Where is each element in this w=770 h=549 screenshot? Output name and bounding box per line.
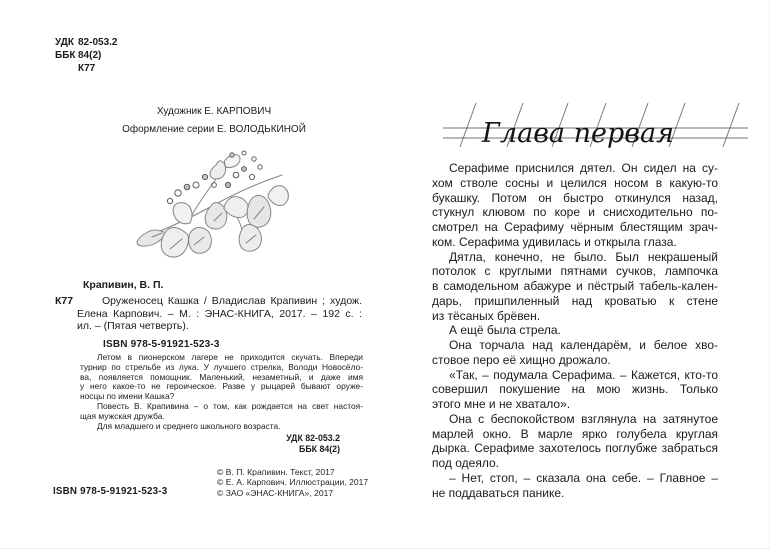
text-line: под одеяло. — [432, 456, 499, 470]
text-line: – Нет, стоп, – сказала она себе. – Главное – — [449, 470, 718, 485]
udk-top-line — [55, 36, 117, 49]
text-line: Художник Е. КАРПОВИЧ — [156, 106, 272, 117]
text-line: у него какое-то не героическое. Разве у рыцарей бывают оруже- — [80, 381, 363, 392]
text-line: Елена Карпович. – М. : ЭНАС-КНИГА, 2017. – 192 с. : — [77, 307, 362, 320]
text-line: Серафиме приснился дятел. Он сидел на су- — [449, 161, 718, 175]
text-line: не поддаваться панике. — [432, 485, 565, 500]
text-line: © Е. А. Карпович. Иллюстрации, 2017 — [217, 477, 369, 488]
text-line: © ЗАО «ЭНАС-КНИГА», 2017 — [217, 487, 334, 498]
paragraph — [432, 338, 718, 368]
copyright-block — [217, 467, 368, 498]
text-line: стовое перо её хищно дрожало. — [432, 352, 611, 367]
text-line: хом стволе сосны и целился носом в какую-то — [432, 175, 718, 190]
paragraph — [432, 161, 718, 250]
text-line: Повесть В. Крапивина – о том, как рождается на свет настоя- — [97, 400, 363, 411]
text-line: ком. Серафима удивилась и открыла глаза. — [432, 234, 677, 249]
paragraph — [432, 250, 718, 324]
text-line: «Так, – подумала Серафима. – Кажется, кто-то — [449, 367, 718, 382]
text-line: Оформление серии Е. ВОЛОДЬКИНОЙ — [122, 123, 306, 135]
paragraph — [432, 412, 718, 471]
author-heading: Крапивин, В. П. — [83, 279, 164, 291]
text-line: из тёсаных брёвен. — [432, 308, 541, 323]
bibliographic-entry — [77, 295, 362, 333]
text-line: носцы по имени Кашка? — [80, 391, 175, 402]
text-line: потолок с круглыми пятнами сучков, лампочка — [432, 264, 718, 279]
chapter-body-text — [432, 161, 718, 500]
text-line: Оруженосец Кашка / Владислав Крапивин ; худож. — [102, 295, 362, 307]
entry-code: К77 — [55, 295, 74, 307]
text-line: Для младшего и среднего школьного возраста. — [97, 420, 281, 431]
text-line: марлей окно. В марле ярко голубела круглая — [432, 426, 718, 441]
classification-codes-bottom — [140, 433, 340, 455]
udk-label: УДК — [55, 37, 74, 48]
text-line: этого мне и не хватало». — [432, 397, 571, 411]
text-line: стукнул клювом по коре и снисходительно по- — [432, 205, 718, 220]
text-line: в самодельном абажуре и пёстрый табель-кален- — [432, 279, 718, 293]
text-line: ил. – (Пятая четверть). — [77, 320, 189, 333]
text-line: А ещё была стрела. — [449, 323, 561, 338]
text-line: Она торчала над календарём, и белое хво- — [449, 338, 718, 352]
isbn-catalog: ISBN 978-5-91921-523-3 — [103, 339, 220, 350]
text-line: совершил покушение на мою жизнь. Только — [432, 382, 718, 397]
plant-sprig-illustration — [132, 145, 308, 265]
text-line: щая мужская дружба. — [80, 410, 165, 421]
paragraph — [80, 353, 363, 402]
text-line: Она с беспокойством взглянула на затянутое — [449, 411, 718, 426]
bbk-label: ББК — [55, 50, 76, 61]
text-line: © В. П. Крапивин. Текст, 2017 — [217, 467, 335, 477]
text-line: дырка. Серафиме захотелось поглубже забраться — [432, 441, 718, 456]
classification-codes-top — [55, 36, 117, 75]
paragraph — [432, 368, 718, 412]
isbn-bottom: ISBN 978-5-91921-523-3 — [53, 486, 168, 497]
udk-value: 82-053.2 — [78, 37, 118, 48]
author-code-line — [55, 62, 117, 75]
paragraph — [432, 323, 718, 338]
text-line: турнир по стрельбе из лука. У лучшего стрелка, Володи Новосёло- — [80, 361, 363, 372]
annotation-block — [80, 353, 363, 431]
text-line: дарь, пришпиленный над кроватью к стене — [432, 293, 718, 308]
text-line: ва, появляется помощник. Маленький, незаметный, и даже имя — [80, 371, 363, 382]
chapter-title: Глава первая — [482, 118, 674, 149]
bbk-value: 84(2) — [78, 50, 102, 61]
bbk-top-line — [55, 49, 117, 62]
text-line: Летом в пионерском лагере не приходится скучать. Впереди — [97, 352, 363, 362]
text-line: Дятла, конечно, не было. Был некрашеный — [449, 249, 718, 264]
paragraph — [432, 471, 718, 501]
text-line: смотрел на Серафиму чёрным блестящим зрач- — [432, 220, 718, 234]
author-code: К77 — [78, 63, 96, 74]
text-line: ББК 84(2) — [299, 444, 340, 454]
chapter-heading — [433, 95, 755, 159]
paragraph — [80, 422, 363, 432]
text-line: УДК 82-053.2 — [286, 433, 340, 443]
text-line: букашку. Потом он быстро откинулся назад, — [432, 190, 718, 205]
credits-block — [58, 103, 370, 138]
paragraph — [80, 402, 363, 422]
